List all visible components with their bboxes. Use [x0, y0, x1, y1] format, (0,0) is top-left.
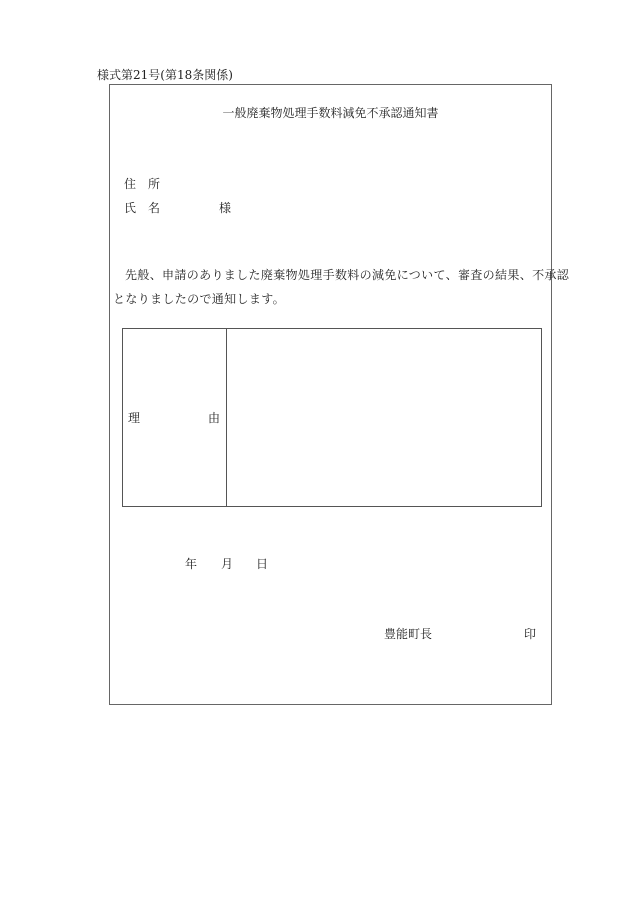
- reason-label-char-2: 由: [208, 411, 221, 425]
- form-number: 様式第21号(第18条関係): [97, 68, 233, 82]
- date-month: 月: [221, 557, 234, 571]
- date-day: 日: [256, 557, 269, 571]
- name-label: 氏 名: [124, 201, 161, 215]
- address-label: 住 所: [124, 177, 161, 191]
- honorific: 様: [219, 201, 232, 215]
- seal-mark: 印: [524, 627, 537, 641]
- issuer-title: 豊能町長: [384, 627, 433, 641]
- date-year: 年: [185, 557, 198, 571]
- reason-table-divider: [226, 328, 227, 507]
- document-title: 一般廃棄物処理手数料減免不承認通知書: [222, 106, 439, 120]
- reason-table: [122, 328, 542, 507]
- body-line-2: となりましたので通知します。: [113, 292, 285, 306]
- reason-label-char-1: 理: [128, 411, 141, 425]
- body-line-1: 先般、申請のありました廃棄物処理手数料の減免について、審査の結果、不承認: [125, 268, 570, 282]
